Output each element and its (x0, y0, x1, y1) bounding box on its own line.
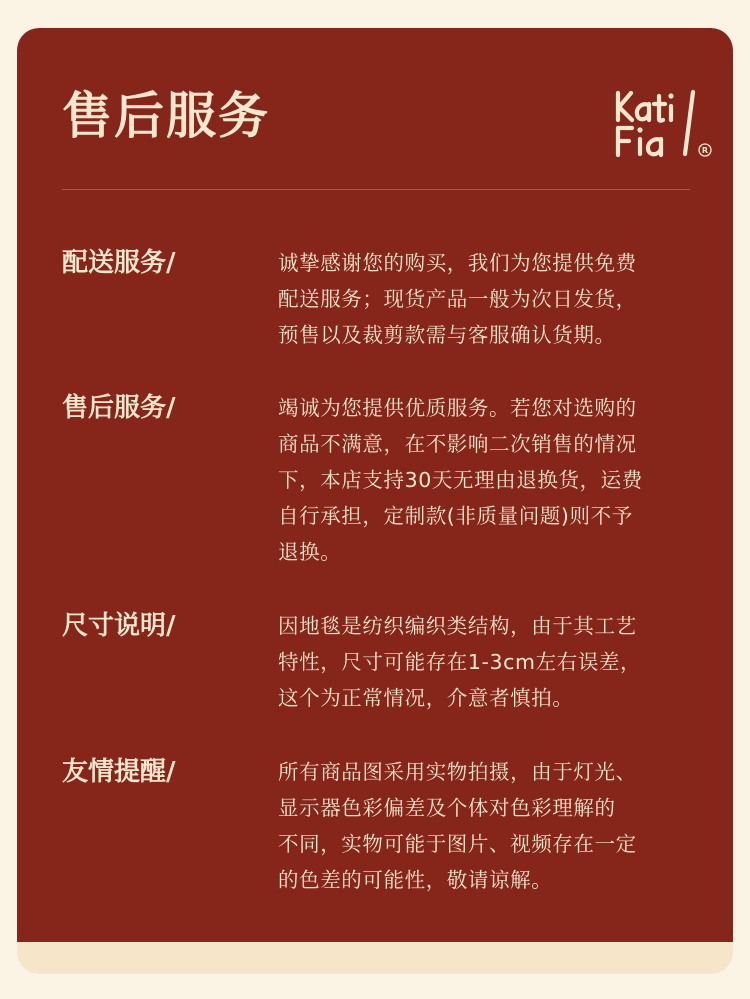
section-text-after-sales (278, 390, 693, 570)
katifia-logo-icon (613, 88, 713, 158)
text-line: 下，本店支持30天无理由退换货，运费 (278, 468, 643, 492)
svg-text:R: R (701, 146, 709, 155)
page-title: 售后服务 (62, 87, 270, 145)
section-label-size-notes: 尺寸说明/ (62, 611, 176, 641)
section-label-friendly-reminder: 友情提醒/ (62, 757, 176, 787)
text-line: 自行承担，定制款(非质量问题)则不予 (278, 504, 633, 528)
text-line: 配送服务；现货产品一般为次日发货， (278, 287, 637, 311)
text-line: 诚挚感谢您的购买，我们为您提供免费 (278, 251, 637, 275)
text-line: 这个为正常情况，介意者慎拍。 (278, 686, 574, 710)
section-text-delivery (278, 245, 693, 353)
section-label-after-sales: 售后服务/ (62, 393, 176, 423)
text-line: 竭诚为您提供优质服务。若您对选购的 (278, 396, 637, 420)
card-body (17, 28, 733, 942)
text-line: 不同，实物可能于图片、视频存在一定 (278, 832, 637, 856)
text-line: 的色差的可能性，敬请谅解。 (278, 868, 553, 892)
text-line: 特性，尺寸可能存在1-3cm左右误差， (278, 650, 642, 674)
text-line: 商品不满意，在不影响二次销售的情况 (278, 432, 637, 456)
text-line: 因地毯是纺织编织类结构，由于其工艺 (278, 614, 637, 638)
text-line: 显示器色彩偏差及个体对色彩理解的 (278, 796, 616, 820)
after-sales-card (17, 28, 733, 974)
header-divider (62, 189, 690, 190)
section-label-delivery: 配送服务/ (62, 248, 176, 278)
section-text-friendly-reminder (278, 754, 693, 898)
text-line: 所有商品图采用实物拍摄，由于灯光、 (278, 760, 637, 784)
section-text-size-notes (278, 608, 693, 716)
text-line: 预售以及裁剪款需与客服确认货期。 (278, 323, 616, 347)
text-line: 退换。 (278, 540, 342, 564)
